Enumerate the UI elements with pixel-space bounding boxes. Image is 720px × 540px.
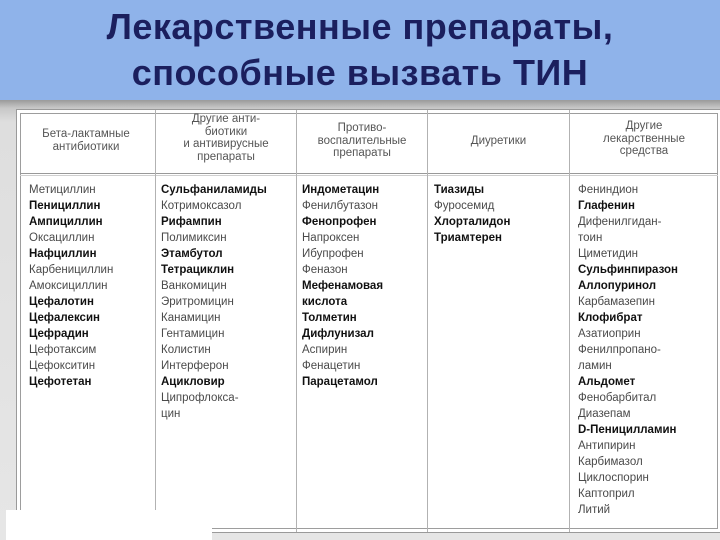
drug-name: Цефотетан <box>29 376 92 388</box>
drug-name: Фуросемид <box>434 200 495 212</box>
column-header: Бета-лактамные антибиотики <box>42 128 130 153</box>
drug-name: Глафенин <box>578 200 635 212</box>
drug-name: Клофибрат <box>578 312 643 324</box>
drug-name: Циклоспорин <box>578 472 649 484</box>
column-header: Другие лекарственные средства <box>603 120 685 157</box>
drug-name: Амоксициллин <box>29 280 108 292</box>
column-header: Диуретики <box>470 135 527 147</box>
drug-name: Дифенилгидан- тоин <box>578 216 662 244</box>
drug-name: Фенацетин <box>302 360 361 372</box>
drug-name: D-Пеницилламин <box>578 424 677 436</box>
drug-name: Литий <box>578 504 611 516</box>
drug-name: Ципрофлокса- цин <box>161 392 239 420</box>
drug-name: Цефалексин <box>29 312 100 324</box>
drug-name: Карбамазепин <box>578 296 655 308</box>
drug-name: Гентамицин <box>161 328 225 340</box>
drug-name: Оксациллин <box>29 232 95 244</box>
drug-name: Цефрадин <box>29 328 89 340</box>
drug-name: Колистин <box>161 344 211 356</box>
drug-list <box>302 182 423 390</box>
drug-name: Диазепам <box>578 408 631 420</box>
drug-name: Эритромицин <box>161 296 234 308</box>
drug-name: Толметин <box>302 312 357 324</box>
drug-list <box>29 182 151 390</box>
drug-name: Метициллин <box>29 184 96 196</box>
drug-name: Циметидин <box>578 248 639 260</box>
drug-name: Аллопуринол <box>578 280 657 292</box>
drug-name: Ванкомицин <box>161 280 227 292</box>
drug-name: Тиазиды <box>434 184 485 196</box>
drug-name: Фениндион <box>578 184 639 196</box>
drug-name: Сульфинпиразон <box>578 264 678 276</box>
drug-name: Фенилбутазон <box>302 200 379 212</box>
drug-name: Этамбутол <box>161 248 223 260</box>
drug-name: Полимиксин <box>161 232 227 244</box>
drug-name: Цефокситин <box>29 360 96 372</box>
drug-name: Мефенамовая кислота <box>302 280 384 308</box>
drug-name: Фенобарбитал <box>578 392 657 404</box>
drug-name: Ампициллин <box>29 216 103 228</box>
drug-name: Тетрациклин <box>161 264 235 276</box>
drug-name: Интерферон <box>161 360 229 372</box>
drug-name: Индометацин <box>302 184 380 196</box>
drug-name: Аспирин <box>302 344 348 356</box>
drug-name: Альдомет <box>578 376 636 388</box>
drug-name: Парацетамол <box>302 376 378 388</box>
bottom-white-patch <box>6 510 212 540</box>
column-diuretics <box>428 110 569 532</box>
drug-list <box>161 182 292 422</box>
drug-name: Канамицин <box>161 312 221 324</box>
drug-list <box>578 182 714 518</box>
drug-name: Пенициллин <box>29 200 101 212</box>
drug-name: Фенилпропано- ламин <box>578 344 661 372</box>
drug-name: Фенопрофен <box>302 216 377 228</box>
column-beta-lactam <box>17 110 155 532</box>
drug-name: Карбенициллин <box>29 264 114 276</box>
drug-name: Каптоприл <box>578 488 635 500</box>
drug-name: Цефотаксим <box>29 344 97 356</box>
drug-table <box>16 109 720 533</box>
drug-name: Дифлунизал <box>302 328 374 340</box>
column-header: Другие анти- биотики и антивирусные препараты <box>183 113 269 163</box>
column-other-antibiotics <box>156 110 296 532</box>
drug-name: Хлорталидон <box>434 216 511 228</box>
drug-name: Сульфаниламиды <box>161 184 267 196</box>
drug-name: Феназон <box>302 264 348 276</box>
drug-name: Напроксен <box>302 232 360 244</box>
column-anti-inflammatory <box>297 110 427 532</box>
drug-name: Азатиоприн <box>578 328 641 340</box>
drug-name: Котримоксазол <box>161 200 242 212</box>
drug-name: Карбимазол <box>578 456 643 468</box>
drug-name: Ацикловир <box>161 376 225 388</box>
drug-name: Цефалотин <box>29 296 94 308</box>
drug-name: Нафциллин <box>29 248 97 260</box>
drug-name: Триамтерен <box>434 232 502 244</box>
drug-name: Ибупрофен <box>302 248 364 260</box>
drug-name: Антипирин <box>578 440 636 452</box>
column-header: Противо- воспалительные препараты <box>317 122 407 159</box>
slide-title: Лекарственные препараты, способные вызвать ТИН <box>106 6 614 93</box>
column-other-drugs <box>570 110 718 532</box>
drug-list <box>434 182 565 246</box>
drug-name: Рифампин <box>161 216 222 228</box>
